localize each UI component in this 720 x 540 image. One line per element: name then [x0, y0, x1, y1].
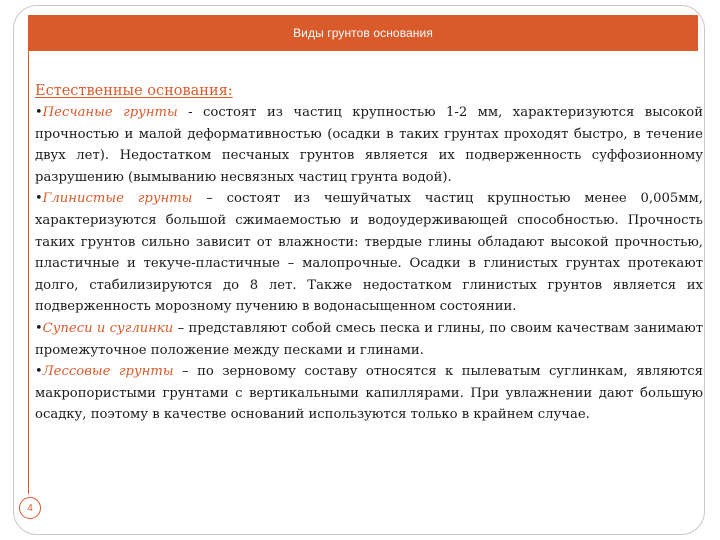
item-term: Супеси и суглинки	[42, 320, 174, 336]
item-term: Песчаные грунты	[42, 105, 178, 120]
page-number-badge	[19, 497, 41, 519]
list-item	[35, 188, 703, 318]
list-item	[35, 102, 703, 188]
item-text: – состоят из чешуйчатых частиц крупностью менее 0,005мм, характеризуются большой сжимаемостью и водоудерживающей способностью. Прочность таких грунтов сильно зависит от влажности: твердые глины обладают высокой прочностью, пластичные и текуче-пластичные – малопрочные. Осадки в глинистых грунтах протекают долго, стабилизируются до 8 лет. Также недостатком глинистых грунтов является их подверженность морозному пучению в водонасыщенном состоянии.	[35, 191, 703, 315]
item-term: Лессовые грунты	[42, 364, 174, 380]
slide-title: Виды грунтов основания	[293, 26, 433, 40]
accent-divider	[28, 51, 29, 494]
item-text: - состоят из частиц крупностью 1-2 мм, характеризуются высокой прочностью и малой деформативностью (осадки в таких грунтах проходят быстро, в течение двух лет). Недостатком песчаных грунтов является их подверженность суффозионному разрушению (вымыванию несвязных частиц грунта водой).	[35, 105, 703, 185]
item-term: Глинистые грунты	[42, 191, 193, 207]
page-number: 4	[27, 502, 33, 514]
slide-content	[35, 80, 703, 426]
item-text: – по зерновому составу относятся к пылеватым суглинкам, являются макропористыми грунтами с вертикальными капиллярами. При увлажнении дают большую осадку, поэтому в качестве оснований используются только в крайнем случае.	[35, 364, 703, 423]
bullet-icon: •	[35, 191, 43, 207]
bullet-icon: •	[35, 364, 43, 380]
bullet-icon: •	[35, 105, 43, 120]
title-bar	[28, 15, 698, 51]
list-item	[35, 318, 703, 361]
item-text: – представляют собой смесь песка и глины, по своим качествам занимают промежуточное положение между песками и глинами.	[35, 320, 703, 358]
bullet-icon: •	[35, 320, 43, 336]
section-subheading: Естественные основания:	[35, 83, 233, 99]
list-item	[35, 361, 703, 426]
